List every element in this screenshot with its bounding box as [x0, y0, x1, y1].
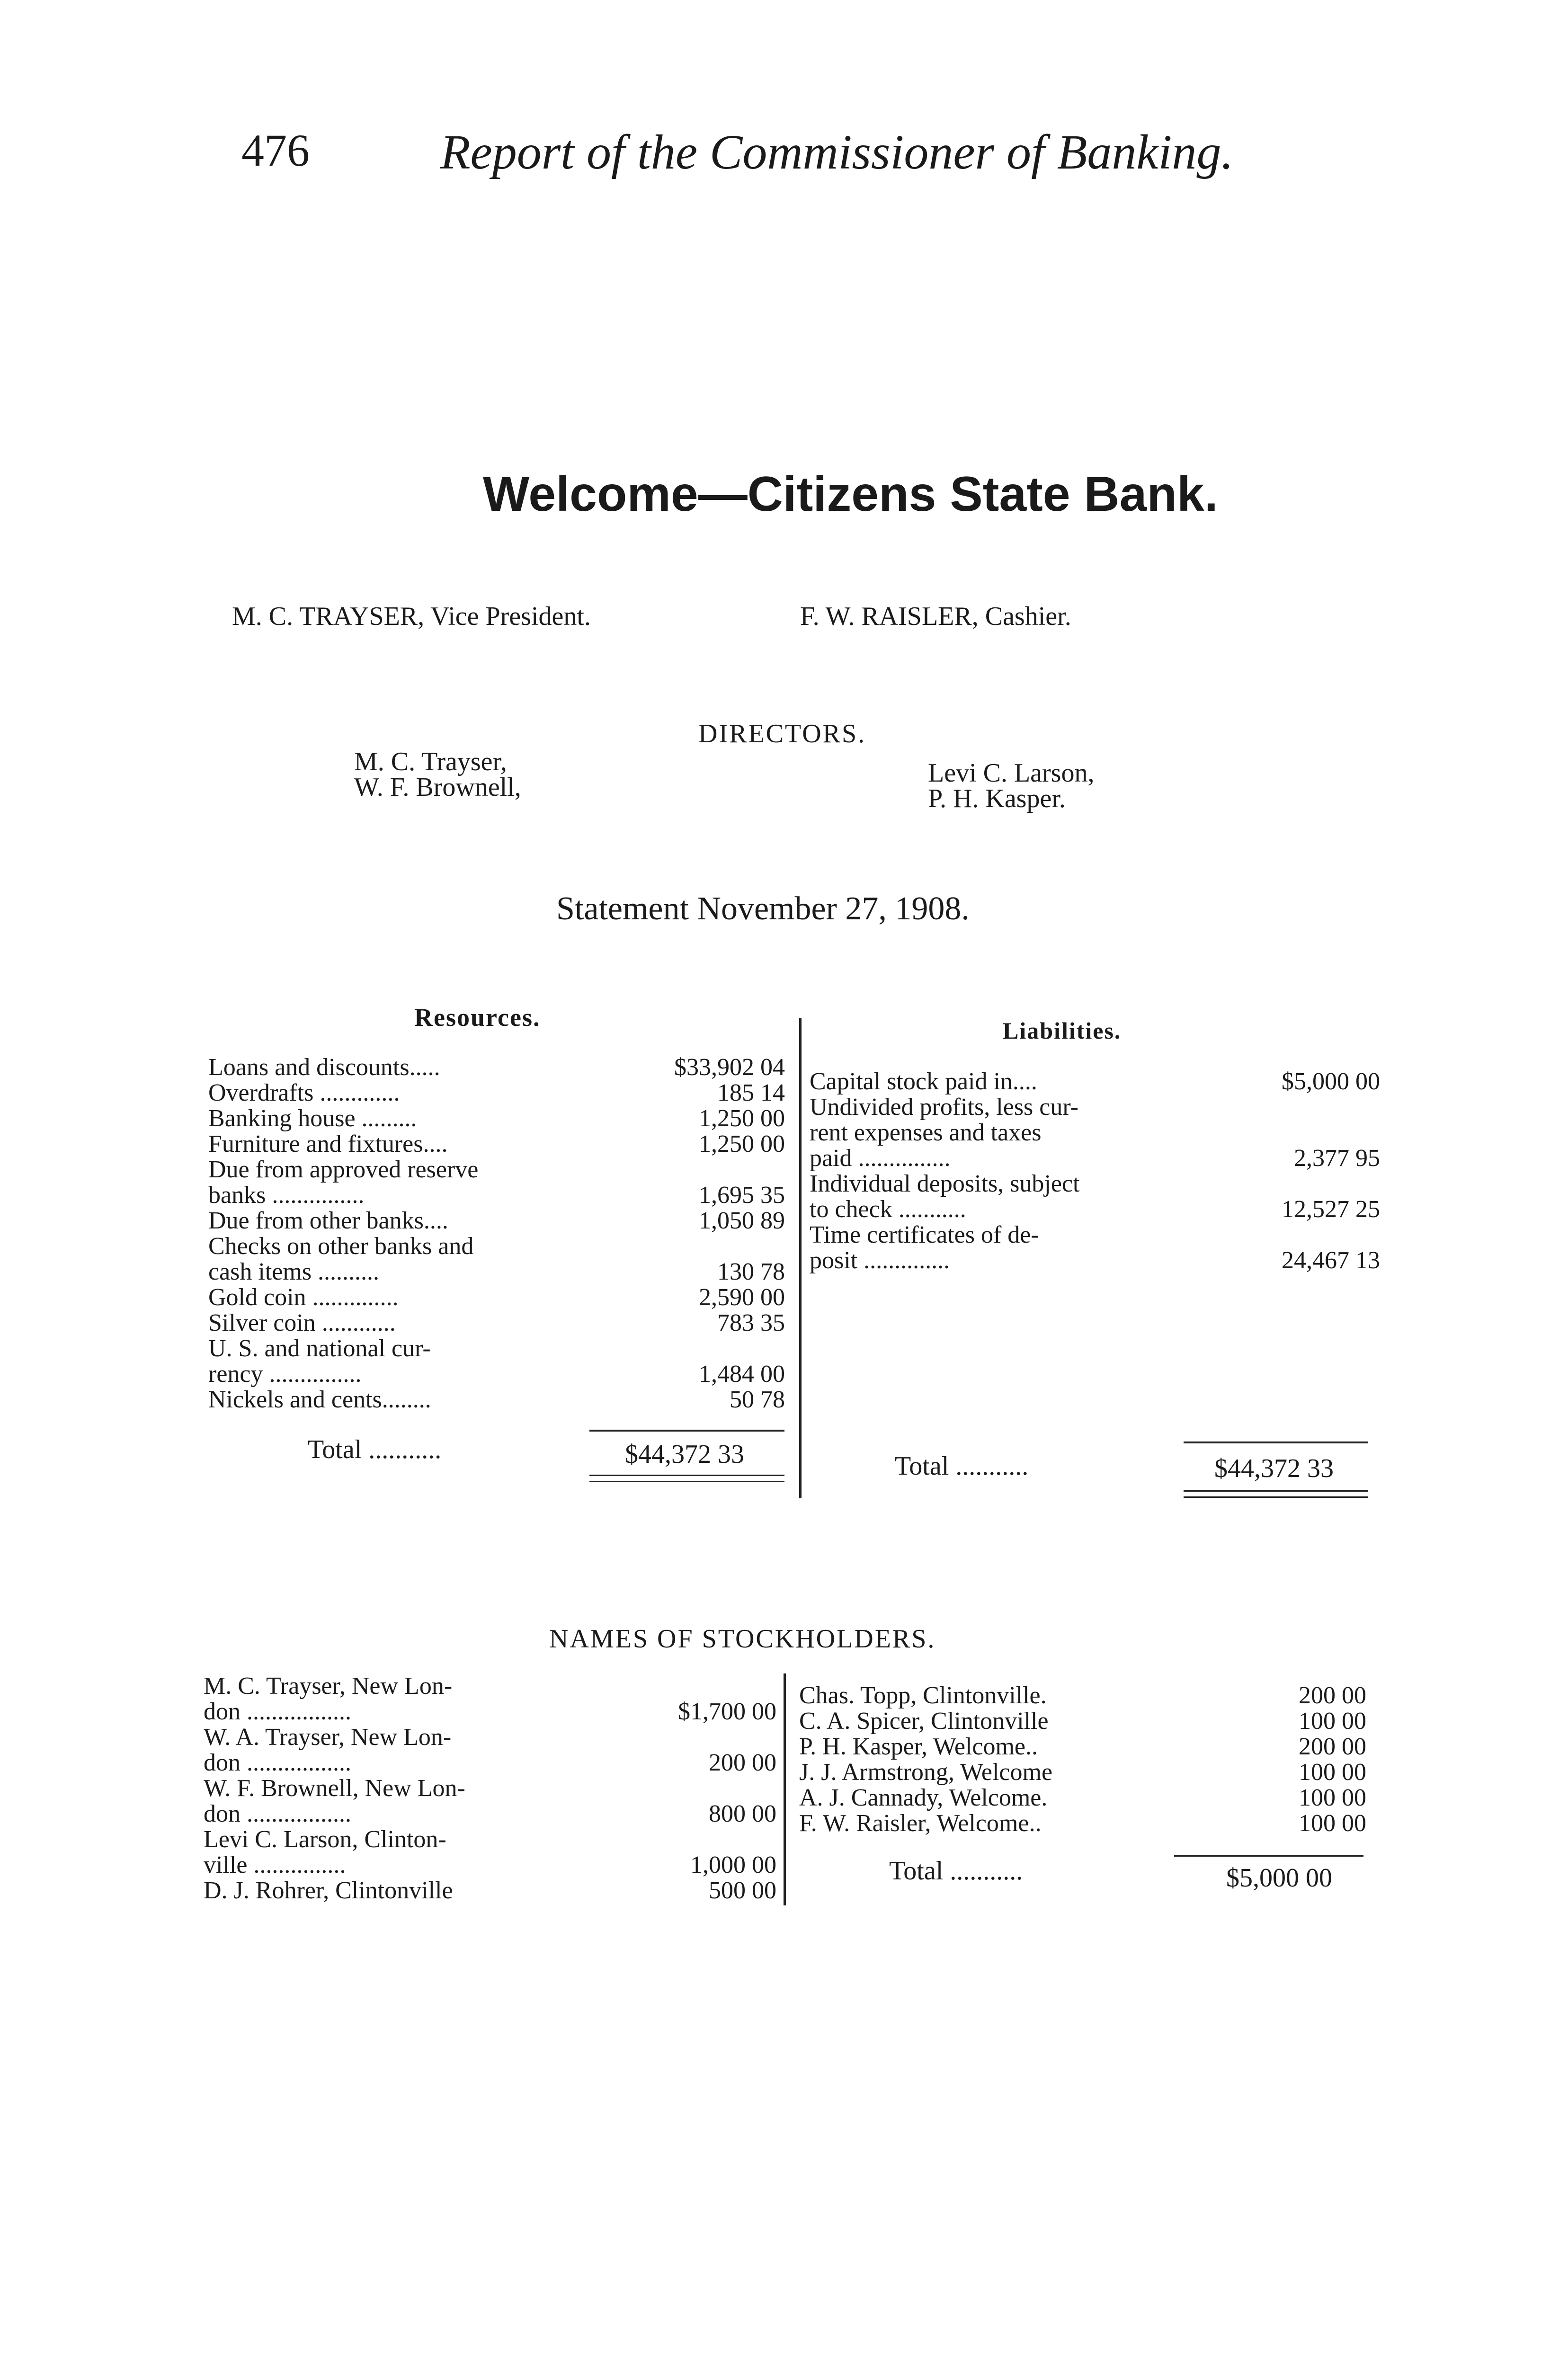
row-label: M. C. Trayser, New Lon- — [204, 1673, 453, 1700]
row-amount: 2,590 00 — [699, 1284, 785, 1311]
row-label: banks ............... — [208, 1182, 365, 1209]
directors-heading: DIRECTORS. — [698, 719, 866, 748]
row-label: Checks on other banks and — [208, 1233, 474, 1260]
table-row — [799, 1811, 1366, 1836]
officer-cashier: F. W. RAISLER, Cashier. — [800, 602, 1071, 631]
liabilities-double-rule — [1184, 1496, 1368, 1498]
row-amount: 1,000 00 — [690, 1851, 776, 1878]
row-amount: 200 00 — [1299, 1682, 1366, 1709]
page-number: 476 — [241, 125, 310, 176]
row-label: Banking house ......... — [208, 1105, 417, 1132]
column-divider — [799, 1018, 802, 1498]
table-row — [204, 1878, 776, 1904]
resources-heading: Resources. — [414, 1003, 541, 1032]
row-label: paid ............... — [810, 1145, 951, 1172]
stockholders-right-table — [799, 1683, 1366, 1836]
row-label: Undivided profits, less cur- — [810, 1094, 1078, 1121]
statement-date: Statement November 27, 1908. — [556, 890, 970, 927]
table-row — [799, 1760, 1366, 1785]
stockholders-total-label: Total ........... — [889, 1856, 1023, 1886]
resources-total-amount: $44,372 33 — [625, 1440, 744, 1469]
running-title: Report of the Commissioner of Banking. — [440, 125, 1234, 179]
table-row — [810, 1222, 1380, 1248]
row-label: rency ............... — [208, 1361, 362, 1388]
row-amount: 100 00 — [1299, 1784, 1366, 1811]
directors-left-list — [354, 749, 521, 800]
director-name: P. H. Kasper. — [928, 784, 1066, 813]
row-amount: $1,700 00 — [678, 1698, 776, 1725]
table-row — [810, 1171, 1380, 1197]
director-name: W. F. Brownell, — [354, 773, 521, 802]
resources-double-rule — [589, 1475, 784, 1476]
stockholders-total-rule — [1174, 1855, 1363, 1857]
row-amount: 12,527 25 — [1282, 1196, 1380, 1223]
row-label: Capital stock paid in.... — [810, 1068, 1037, 1095]
table-row — [204, 1801, 776, 1827]
row-label: W. A. Trayser, New Lon- — [204, 1724, 452, 1751]
table-row — [208, 1080, 785, 1106]
row-amount: 1,050 89 — [699, 1207, 785, 1234]
table-row — [799, 1734, 1366, 1760]
table-row — [208, 1106, 785, 1131]
row-amount: 130 78 — [717, 1258, 785, 1285]
row-label: Due from other banks.... — [208, 1207, 448, 1234]
resources-double-rule — [589, 1481, 784, 1482]
table-row — [208, 1131, 785, 1157]
row-amount: 1,250 00 — [699, 1105, 785, 1132]
table-row — [208, 1234, 785, 1259]
liabilities-double-rule — [1184, 1490, 1368, 1492]
row-amount: 100 00 — [1299, 1759, 1366, 1786]
row-label: rent expenses and taxes — [810, 1119, 1042, 1146]
row-label: ville ............... — [204, 1851, 346, 1878]
liabilities-total-label: Total ........... — [895, 1451, 1029, 1481]
row-label: W. F. Brownell, New Lon- — [204, 1775, 465, 1802]
table-row — [208, 1285, 785, 1310]
row-amount: 783 35 — [717, 1309, 785, 1336]
row-label: Chas. Topp, Clintonville. — [799, 1682, 1047, 1709]
row-label: A. J. Cannady, Welcome. — [799, 1784, 1048, 1811]
table-row — [810, 1120, 1380, 1146]
row-label: Overdrafts ............. — [208, 1079, 400, 1106]
table-row — [208, 1055, 785, 1080]
stockholders-left-table — [204, 1673, 776, 1904]
row-label: to check ........... — [810, 1196, 966, 1223]
table-row — [204, 1827, 776, 1852]
row-label: F. W. Raisler, Welcome.. — [799, 1810, 1042, 1837]
table-row — [208, 1183, 785, 1208]
stockholders-heading: NAMES OF STOCKHOLDERS. — [549, 1624, 936, 1654]
table-row — [204, 1750, 776, 1776]
table-row — [208, 1157, 785, 1183]
row-amount: 1,695 35 — [699, 1182, 785, 1209]
resources-total-label: Total ........... — [308, 1435, 442, 1464]
row-amount: $33,902 04 — [674, 1054, 785, 1081]
row-label: Due from approved reserve — [208, 1156, 479, 1183]
row-amount: 1,484 00 — [699, 1361, 785, 1388]
row-amount: 1,250 00 — [699, 1130, 785, 1157]
table-row — [208, 1310, 785, 1336]
row-amount: 200 00 — [1299, 1733, 1366, 1760]
table-row — [208, 1259, 785, 1285]
row-label: Individual deposits, subject — [810, 1170, 1080, 1197]
row-amount: 50 78 — [730, 1386, 785, 1413]
row-label: don ................. — [204, 1800, 351, 1827]
table-row — [208, 1387, 785, 1413]
row-amount: 24,467 13 — [1282, 1247, 1380, 1274]
row-label: Silver coin ............ — [208, 1309, 396, 1336]
row-amount: 500 00 — [709, 1877, 776, 1904]
table-row — [799, 1683, 1366, 1709]
row-label: J. J. Armstrong, Welcome — [799, 1759, 1053, 1786]
row-label: don ................. — [204, 1749, 351, 1776]
bank-title: Welcome—Citizens State Bank. — [483, 467, 1218, 522]
row-amount: 185 14 — [717, 1079, 785, 1106]
row-label: U. S. and national cur- — [208, 1335, 431, 1362]
liabilities-heading: Liabilities. — [1003, 1017, 1122, 1044]
row-label: P. H. Kasper, Welcome.. — [799, 1733, 1038, 1760]
table-row — [810, 1069, 1380, 1095]
table-row — [204, 1699, 776, 1725]
liabilities-total-rule — [1184, 1442, 1368, 1443]
row-amount: 100 00 — [1299, 1810, 1366, 1837]
table-row — [204, 1852, 776, 1878]
row-label: D. J. Rohrer, Clintonville — [204, 1877, 453, 1904]
directors-right-list — [928, 760, 1094, 811]
row-amount: 2,377 95 — [1294, 1145, 1380, 1172]
table-row — [810, 1146, 1380, 1171]
row-amount: $5,000 00 — [1282, 1068, 1380, 1095]
row-label: Gold coin .............. — [208, 1284, 399, 1311]
liabilities-table — [810, 1069, 1380, 1273]
table-row — [810, 1197, 1380, 1222]
director-name: M. C. Trayser, — [354, 747, 507, 776]
row-label: Levi C. Larson, Clinton- — [204, 1826, 446, 1853]
stockholders-total-amount: $5,000 00 — [1226, 1863, 1332, 1893]
row-label: C. A. Spicer, Clintonville — [799, 1708, 1049, 1735]
officer-vice-president: M. C. TRAYSER, Vice President. — [232, 602, 591, 631]
director-name: Levi C. Larson, — [928, 758, 1095, 788]
resources-total-rule — [589, 1430, 784, 1432]
row-label: cash items .......... — [208, 1258, 380, 1285]
table-row — [208, 1361, 785, 1387]
row-amount: 100 00 — [1299, 1708, 1366, 1735]
table-row — [204, 1673, 776, 1699]
table-row — [799, 1709, 1366, 1734]
resources-table — [208, 1055, 785, 1413]
row-amount: 800 00 — [709, 1800, 776, 1827]
table-row — [810, 1095, 1380, 1120]
row-label: Loans and discounts..... — [208, 1054, 440, 1081]
row-label: Time certificates of de- — [810, 1221, 1039, 1248]
row-label: Nickels and cents........ — [208, 1386, 431, 1413]
row-label: posit .............. — [810, 1247, 950, 1274]
table-row — [810, 1248, 1380, 1273]
stockholders-divider — [784, 1673, 786, 1905]
table-row — [204, 1725, 776, 1750]
table-row — [208, 1336, 785, 1361]
table-row — [799, 1785, 1366, 1811]
row-amount: 200 00 — [709, 1749, 776, 1776]
row-label: don ................. — [204, 1698, 351, 1725]
liabilities-total-amount: $44,372 33 — [1214, 1454, 1334, 1483]
table-row — [204, 1776, 776, 1801]
row-label: Furniture and fixtures.... — [208, 1130, 448, 1157]
table-row — [208, 1208, 785, 1234]
